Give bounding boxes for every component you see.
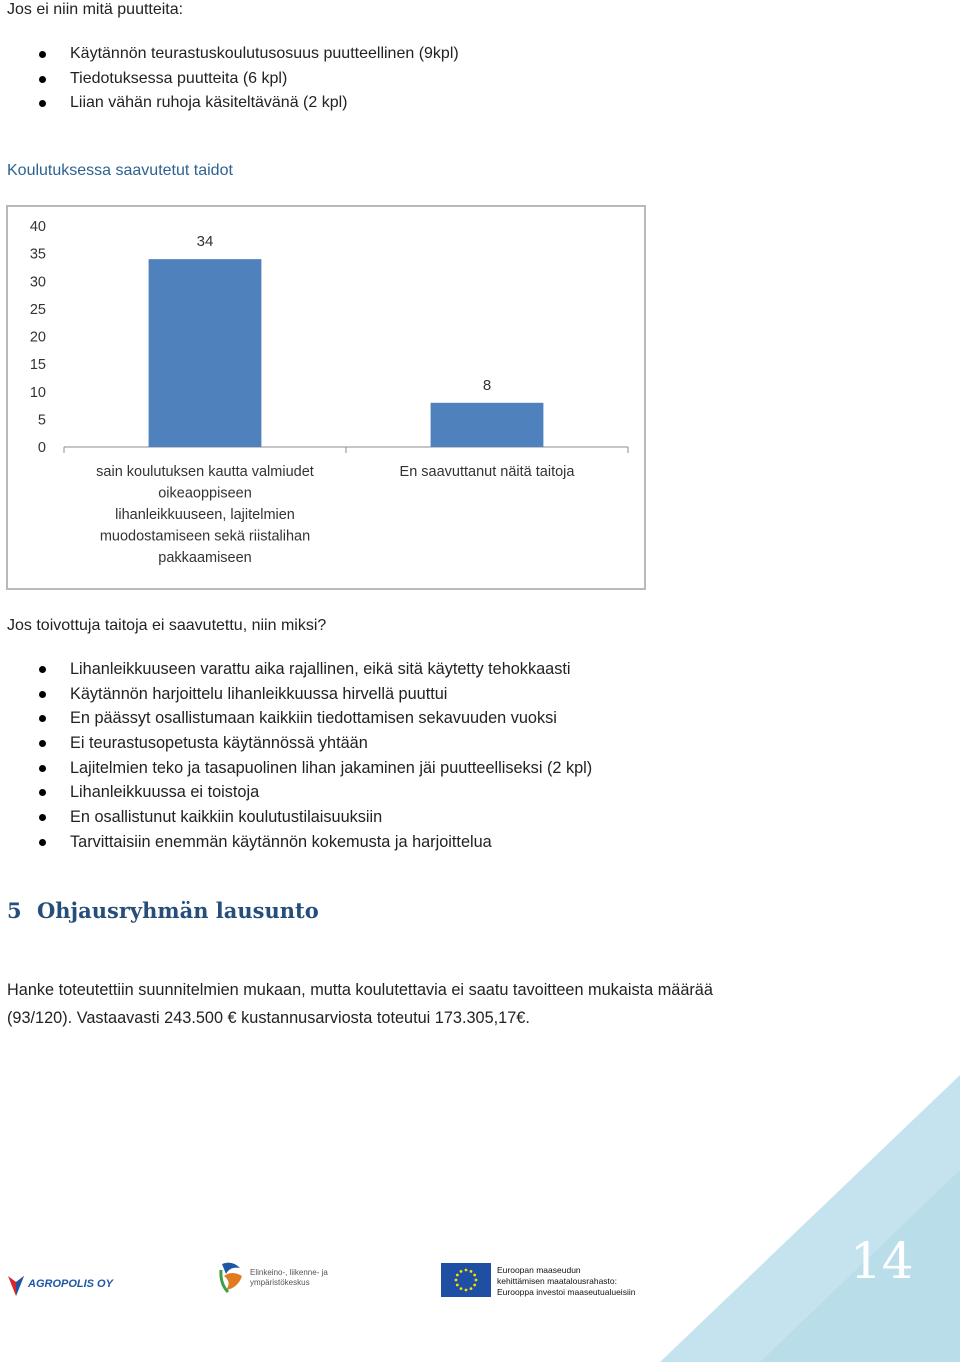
list-item: Ei teurastusopetusta käytännössä yhtään [70,731,592,756]
list-item: Lajitelmien teko ja tasapuolinen lihan jakaminen jäi puutteelliseksi (2 kpl) [70,756,592,781]
list-item: En päässyt osallistumaan kaikkiin tiedottamisen sekavuuden vuoksi [70,706,592,731]
list-item: Tiedotuksessa puutteita (6 kpl) [70,67,459,92]
list-item: Käytännön teurastuskoulutusosuus puutteellinen (9kpl) [70,42,459,67]
eu-fund-text [497,1265,635,1298]
bar-value-label: 8 [482,376,492,394]
eu-star-icon [465,1289,468,1292]
eu-rural-fund-logo [441,1263,661,1299]
reasons-list [70,657,592,855]
section-title: Ohjausryhmän lausunto [37,898,319,923]
eu-star-icon [456,1284,459,1287]
eu-star-icon [473,1284,476,1287]
y-tick-label: 25 [29,301,46,318]
eu-star-icon [470,1270,473,1273]
ely-centre-logo [218,1260,358,1296]
y-tick-label: 15 [29,357,46,374]
agropolis-logo [6,1272,116,1300]
category-label-line: sain koulutuksen kautta valmiudet [96,464,314,480]
intro-text: Jos ei niin mitä puutteita: [7,1,184,18]
y-tick-label: 20 [29,329,46,346]
page-number: 14 [850,1232,914,1290]
list-item: Liian vähän ruhoja käsiteltävänä (2 kpl) [70,91,459,116]
category-label-line: pakkaamiseen [158,550,252,566]
category-label-line: lihanleikkuuseen, lajitelmien [115,507,295,523]
eu-line: Euroopan maaseudun [497,1265,581,1275]
ely-line: Elinkeino-, liikenne- ja [250,1268,328,1277]
list-item: Käytännön harjoittelu lihanleikkuussa hirvellä puuttui [70,682,592,707]
category-label-line: muodostamiseen sekä riistalihan [99,528,311,545]
y-tick-label: 0 [37,440,46,456]
eu-flag-icon [441,1263,491,1297]
list-item: Tarvittaisiin enemmän käytännön kokemusta ja harjoittelua [70,830,592,855]
eu-star-icon [460,1270,463,1273]
statement-paragraph [7,976,837,1032]
y-tick-label: 30 [29,274,46,291]
y-tick-label: 10 [29,384,46,401]
y-tick-label: 5 [37,412,46,429]
list-item: Lihanleikkuussa ei toistoja [70,780,592,805]
bar-chart [8,207,644,588]
list-item: Lihanleikkuuseen varattu aika rajallinen, eikä sitä käytetty tehokkaasti [70,657,592,682]
bar [149,259,262,447]
eu-star-icon [456,1274,459,1277]
eu-line: Eurooppa investoi maaseutualueisiin [497,1287,636,1297]
category-label-line: En saavuttanut näitä taitoja [399,464,575,480]
eu-star-icon [473,1274,476,1277]
eu-star-icon [455,1279,458,1282]
ely-line: ympäristökeskus [250,1278,310,1287]
category-label [400,464,576,480]
ely-name [250,1268,328,1288]
eu-star-icon [460,1287,463,1290]
chart-caption: Koulutuksessa saavutetut taidot [7,162,233,179]
eu-star-icon [465,1269,468,1272]
shortcomings-list [70,42,459,116]
eu-star-icon [470,1287,473,1290]
section-heading [7,898,319,923]
category-label-line: oikeaoppiseen [158,485,252,502]
paragraph-line: (93/120). Vastaavasti 243.500 € kustannusarviosta toteutui 173.305,17€. [7,1009,530,1027]
agropolis-wordmark: AGROPOLIS OY [28,1278,113,1290]
list-item: En osallistunut kaikkiin koulutustilaisuuksiin [70,805,592,830]
y-tick-label: 40 [29,219,46,235]
paragraph-line: Hanke toteutettiin suunnitelmien mukaan, mutta koulutettavia ei saatu tavoitteen mukaista määrää [7,981,713,999]
question-text: Jos toivottuja taitoja ei saavutettu, niin miksi? [7,617,327,634]
y-tick-label: 35 [29,246,46,263]
category-label [96,464,314,566]
chart-frame [6,205,646,590]
bar [431,403,544,447]
eu-star-icon [475,1279,478,1282]
bar-value-label: 34 [196,233,214,251]
eu-line: kehittämisen maatalousrahasto: [497,1276,618,1286]
ely-emblem-icon [218,1260,246,1294]
agropolis-mark-icon [6,1272,26,1298]
section-number: 5 [7,898,22,923]
